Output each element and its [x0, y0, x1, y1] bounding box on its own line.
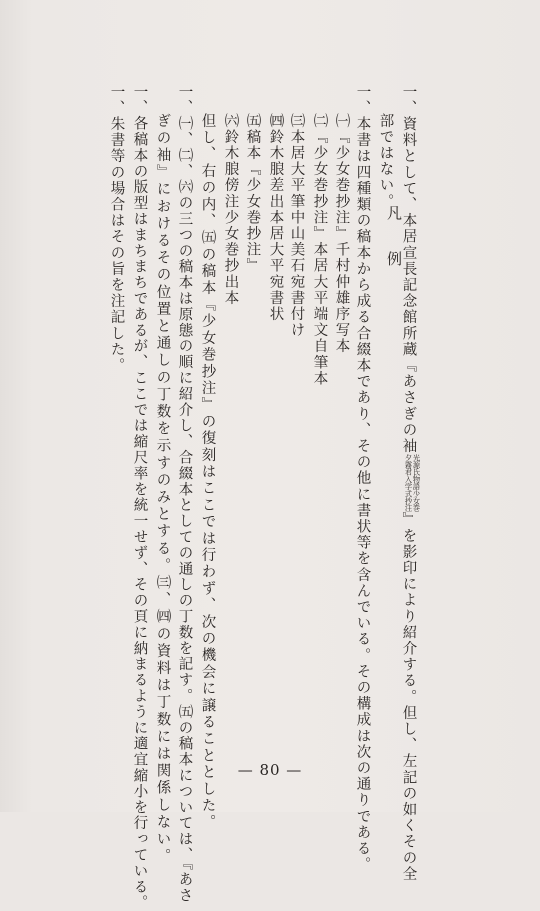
text-column-9: ㈥鈴木朖傍注少女巻抄出本 [222, 113, 239, 307]
inline-annotation [405, 454, 421, 512]
text-column-8: ㈤稿本『少女巻抄注』 [244, 113, 261, 274]
text-column-2: 部ではない。 [377, 113, 394, 210]
page-number: — 80 — [237, 761, 303, 779]
text-column-12: ぎの袖』におけるその位置と通しの丁数を示すのみとする。㈢、㈣の資料は丁数には関係しない。 [154, 113, 171, 866]
text-column-1-part-b: 』を影印により紹介する。但し、左記の如くその全 [400, 511, 417, 883]
inline-annotation-line-1: 光源氏物語少女巻 [412, 454, 422, 512]
text-column-4: ㈠『少女巻抄注』千村仲雄序写本 [333, 113, 350, 355]
text-column-13: 一、各稿本の版型はまちまちであるが、ここでは縮尺率を統一せず、その頁に納まるように適宜縮小を行っている。 [131, 84, 148, 911]
text-column-11: 一、㈠、㈡、㈥の三つの稿本は原態の順に紹介し、合綴本としての通しの丁数を記す。㈤の稿本については、『あさ [176, 84, 193, 904]
text-column-1-part-a: 一、資料として、本居宣長記念館所蔵『あさぎの袖 [400, 84, 417, 455]
text-column-7: ㈣鈴木朖差出本居大平宛書状 [267, 113, 284, 323]
text-column-1 [400, 84, 422, 883]
text-column-6: ㈢本居大平筆中山美石宛書付け [288, 113, 305, 339]
text-column-14: 一、朱書等の場合はその旨を注記した。 [108, 84, 125, 374]
text-column-3: 一、本書は四種類の稿本から成る合綴本であり、その他に書状等を含んでいる。その構成は次の通りである。 [354, 84, 371, 873]
text-column-5: ㈡『少女巻抄注』本居大平端文自筆本 [311, 113, 328, 387]
inline-annotation-line-2: 夕霧君入学式抄注 [404, 454, 414, 512]
page-title: 凡 例 [385, 205, 403, 274]
text-column-10: 但し、右の内、㈤の稿本『少女巻抄注』の復刻はここでは行わず、次の機会に譲ることとした。 [199, 113, 216, 832]
